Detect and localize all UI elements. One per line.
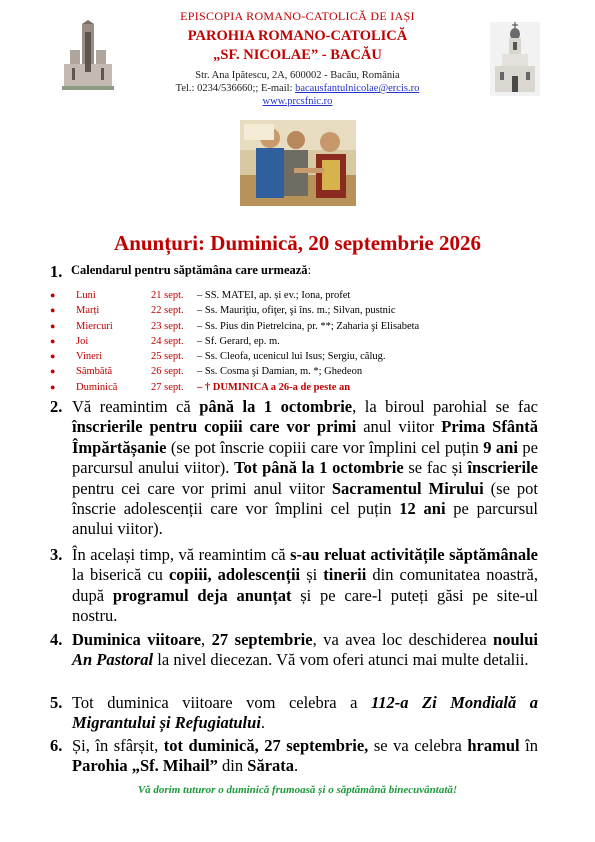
calendar-list	[50, 288, 530, 395]
calendar-heading-text: Calendarul pentru săptămâna care urmează	[71, 263, 308, 277]
item-2-number: 2.	[50, 397, 63, 416]
calendar-date: 22 sept.	[151, 305, 184, 317]
website-link[interactable]: www.prcsfnic.ro	[262, 96, 333, 107]
text: , va avea loc deschiderea	[312, 630, 494, 649]
item-6-number: 6.	[50, 736, 63, 755]
text-bold: noului	[493, 630, 538, 649]
text-bold: Prima Sfântă Împărtășanie	[72, 417, 538, 457]
calendar-date: 27 sept.	[151, 381, 184, 393]
text: pe parcursul anului viitor).	[72, 499, 538, 539]
calendar-date: 23 sept.	[151, 320, 184, 332]
bullet-icon: ●	[50, 320, 56, 331]
text-bold: 9 ani	[483, 437, 518, 457]
text: Vă reamintim că	[72, 397, 200, 416]
text: la biserică cu	[72, 565, 169, 585]
parish-address: Str. Ana Ipătescu, 2A, 600002 - Bacău, România	[195, 70, 400, 81]
text: ,	[201, 630, 212, 649]
text-bold: 12 ani	[399, 499, 446, 519]
text: pe parcursul anului viitor).	[72, 437, 538, 478]
item-3	[50, 545, 539, 627]
calendar-row	[50, 349, 530, 364]
text-bold: tinerii	[323, 565, 367, 585]
church-left-image	[62, 20, 114, 90]
calendar-row	[50, 364, 530, 379]
item-5	[50, 693, 538, 734]
parish-name-line1: PAROHIA ROMANO-CATOLICĂ	[187, 28, 408, 44]
text-bold: până la 1 octombrie	[199, 397, 353, 416]
calendar-text: – Ss. Cosma şi Damian, m. *; Ghedeon	[197, 366, 363, 378]
text-bold: Tot până la 1 octombrie	[234, 458, 404, 478]
calendar-day: Luni	[76, 290, 96, 301]
calendar-text: – † DUMINICA a 26-a de peste an	[197, 381, 351, 393]
text: din	[217, 756, 248, 776]
text: anul viitor	[356, 417, 442, 437]
text-bold-italic: An Pastoral	[72, 650, 154, 670]
parish-website	[0, 96, 595, 107]
bullet-icon: ●	[50, 381, 56, 392]
text-bold: înscrierile	[467, 458, 538, 478]
calendar-text: – Ss. Cleofa, ucenicul lui Isus; Sergiu, călug.	[197, 351, 386, 363]
email-link[interactable]: bacausfantulnicolae@ercis.ro	[295, 83, 420, 94]
text: se va celebra	[368, 736, 468, 755]
calendar-heading	[71, 263, 311, 278]
text: și	[300, 565, 324, 585]
bullet-icon: ●	[50, 335, 56, 346]
footer-blessing: Vă dorim tuturor o duminică frumoasă și o săptămână binecuvântată!	[137, 784, 458, 796]
text-bold: înscrierile pentru copiii care vor primi	[72, 417, 357, 437]
calendar-row	[50, 334, 530, 349]
text-bold: s-au reluat activitățile săptămânale	[290, 545, 538, 564]
church-right-image	[490, 22, 540, 96]
text: , la biroul parohial se fac	[352, 397, 538, 416]
text: din comunitatea noastră, după	[72, 565, 538, 605]
calendar-date: 24 sept.	[151, 335, 184, 347]
calendar-text: – Ss. Mauriţiu, ofiţer, şi îns. m.; Silvan, pustnic	[197, 305, 396, 317]
bullet-icon: ●	[50, 305, 56, 316]
text-bold-italic: 112-a Zi Mondială a Migrantului și Refugiatului	[72, 693, 538, 733]
text: Și, în sfârșit,	[72, 736, 164, 755]
diocese-name: EPISCOPIA ROMANO-CATOLICĂ DE IAȘI	[180, 9, 415, 23]
text-bold: tot duminică, 27 septembrie,	[163, 736, 369, 755]
item-6	[50, 736, 538, 777]
text-bold: programul deja anunțat	[112, 585, 292, 605]
text-bold: Sărata	[247, 756, 295, 776]
calendar-day: Sâmbătă	[76, 366, 113, 378]
calendar-text: – Sf. Gerard, ep. m.	[197, 335, 280, 347]
calendar-day: Miercuri	[76, 320, 113, 332]
item-4-number: 4.	[50, 630, 63, 649]
text: în	[519, 736, 538, 755]
calendar-row	[50, 288, 530, 303]
text-bold: Sacramentul Mirului	[331, 478, 484, 498]
text-bold: 27 septembrie	[211, 630, 313, 649]
text: În același timp, vă reamintim că	[72, 545, 291, 564]
text-bold: copiii, adolescenții	[168, 565, 301, 585]
calendar-day: Duminică	[76, 381, 118, 393]
text: (se pot înscrie copiii care vor împlini cel puțin	[166, 437, 484, 457]
text: se fac și	[403, 458, 468, 478]
parish-name-line2: „SF. NICOLAE” - BACĂU	[213, 47, 382, 63]
item-3-number: 3.	[50, 545, 63, 564]
bullet-icon: ●	[50, 366, 56, 377]
calendar-date: 26 sept.	[151, 366, 184, 378]
text: pentru cei care vor primi anul viitor	[72, 478, 332, 498]
text-bold: Parohia „Sf. Mihail”	[72, 756, 218, 776]
text: .	[294, 756, 299, 776]
bullet-icon: ●	[50, 351, 56, 362]
text: Tot duminica viitoare vom celebra a	[72, 693, 371, 712]
calendar-date: 25 sept.	[151, 351, 184, 363]
calendar-date: 21 sept.	[151, 290, 184, 301]
calendar-row	[50, 319, 530, 334]
item-5-number: 5.	[50, 693, 63, 712]
phone-label: Tel.: 0234/536660;; E-mail:	[175, 83, 296, 94]
calendar-text: – Ss. Pius din Pietrelcina, pr. **; Zaharia şi Elisabeta	[197, 320, 420, 332]
calendar-day: Vineri	[76, 351, 103, 363]
calendar-text: – SS. MATEI, ap. și ev.; Iona, profet	[197, 290, 351, 301]
text: (se pot înscrie adolescenții care vor împlini cel puțin	[72, 478, 538, 519]
calendar-day: Marți	[76, 305, 100, 317]
bullet-icon: ●	[50, 290, 56, 300]
calendar-heading-colon: :	[307, 263, 312, 277]
calendar-row	[50, 380, 530, 395]
text: și pe care-l puteți găsi pe site-ul nostru.	[72, 585, 539, 626]
text-bold: Duminica viitoare	[72, 630, 202, 649]
calendar-row	[50, 303, 530, 318]
item-4	[50, 630, 538, 671]
announcements-title: Anunțuri: Duminică, 20 septembrie 2026	[114, 231, 481, 255]
item-2	[50, 397, 538, 540]
calendar-day: Joi	[76, 335, 89, 347]
text: la nivel diecezan. Vă vom oferi atunci mai multe detalii.	[153, 650, 529, 670]
text-bold: hramul	[467, 736, 520, 755]
biblical-illustration	[240, 120, 356, 206]
text: .	[260, 713, 266, 733]
item-1-number: 1.	[50, 262, 63, 281]
